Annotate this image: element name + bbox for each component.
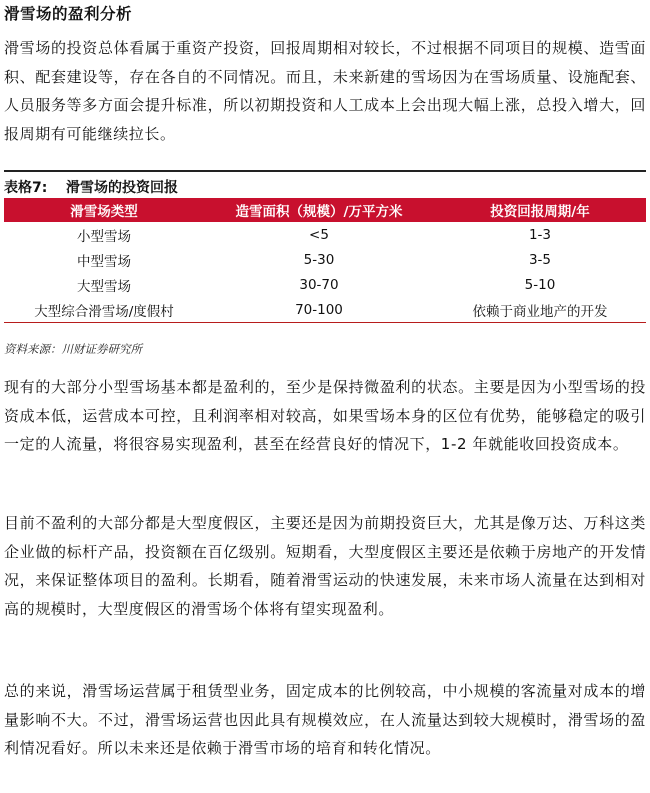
paragraph-large-resorts: 目前不盈利的大部分都是大型度假区，主要还是因为前期投资巨大，尤其是像万达、万科这类企业做的标杆产品，投资额在百亿级别。短期看，大型度假区主要还是依赖于房地产的开发情况，来保证整体项目的盈利。长期看，随着滑雪运动的快速发展，未来市场人流量在达到相对高的规模时，大型度假区的滑雪场个体将有望实现盈利。 xyxy=(4,514,646,618)
table-cell: 30-70 xyxy=(299,276,339,293)
table-cell: 70-100 xyxy=(295,301,343,318)
table-cell: 3-5 xyxy=(528,251,552,268)
table-cell: 依赖于商业地产的开发 xyxy=(472,303,608,320)
table-caption-number: 表格7: xyxy=(4,180,48,196)
page-title: 滑雪场的盈利分析 xyxy=(4,5,133,23)
table-header-row xyxy=(4,198,646,222)
table-header-cell: 造雪面积（规模）/万平方米 xyxy=(235,204,403,220)
investment-return-table xyxy=(4,198,646,323)
paragraph-intro: 滑雪场的投资总体看属于重资产投资，回报周期相对较长，不过根据不同项目的规模、造雪面积、配套建设等，存在各自的不同情况。而且，未来新建的雪场因为在雪场质量、设施配套、人员服务等多方面会提升标准，所以初期投资和人工成本上会出现大幅上涨，总投入增大，回报周期有可能继续拉长。 xyxy=(4,39,646,143)
table-cell: 1-3 xyxy=(528,226,552,243)
table-caption xyxy=(4,170,646,197)
table-row xyxy=(4,297,646,322)
table-cell: 大型综合滑雪场/度假村 xyxy=(34,303,174,320)
table-row xyxy=(4,247,646,272)
table-header-cell: 滑雪场类型 xyxy=(70,204,138,220)
table-cell: 5-10 xyxy=(524,276,556,293)
table-cell: 5-30 xyxy=(303,251,335,268)
table-row xyxy=(4,272,646,297)
table-caption-title: 滑雪场的投资回报 xyxy=(66,180,178,196)
table-cell: 中型雪场 xyxy=(77,253,131,270)
table-source: 资料来源：川财证券研究所 xyxy=(4,342,142,356)
table-cell: 小型雪场 xyxy=(77,228,131,245)
table-row xyxy=(4,222,646,247)
table-cell: <5 xyxy=(309,226,329,243)
table-header-cell: 投资回报周期/年 xyxy=(490,204,590,220)
paragraph-small-resorts: 现有的大部分小型雪场基本都是盈利的，至少是保持微盈利的状态。主要是因为小型雪场的投资成本低，运营成本可控，且利润率相对较高，如果雪场本身的区位有优势，能够稳定的吸引一定的人流量，将很容易实现盈利，甚至在经营良好的情况下，1-2 年就能收回投资成本。 xyxy=(4,378,646,453)
paragraph-conclusion: 总的来说，滑雪场运营属于租赁型业务，固定成本的比例较高，中小规模的客流量对成本的增量影响不大。不过，滑雪场运营也因此具有规模效应，在人流量达到较大规模时，滑雪场的盈利情况看好。所以未来还是依赖于滑雪市场的培育和转化情况。 xyxy=(4,682,646,757)
table-cell: 大型雪场 xyxy=(77,278,131,295)
